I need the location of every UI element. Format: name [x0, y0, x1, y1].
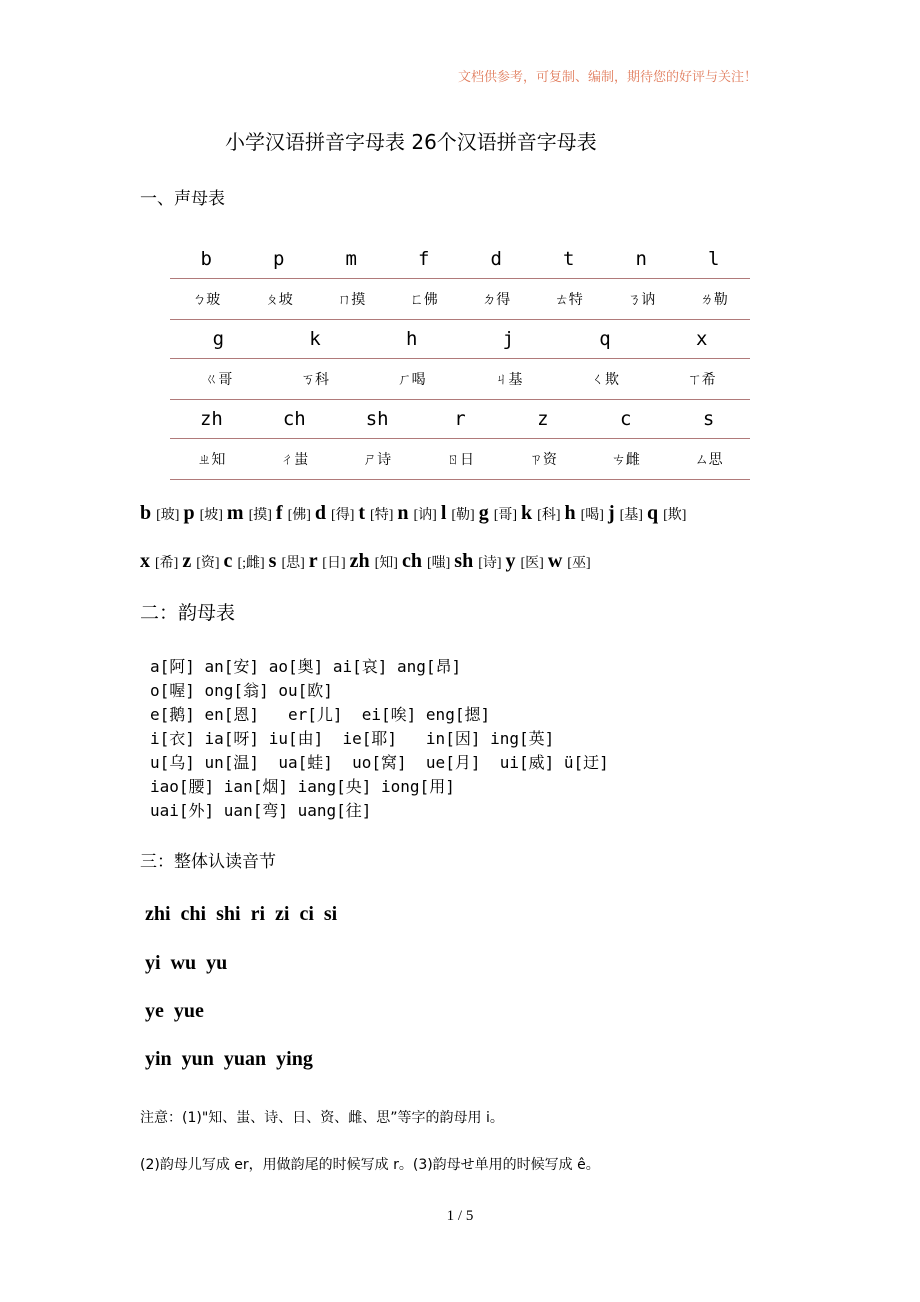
initial-zhuyin: ㄑ欺 [591, 372, 620, 388]
initial-letter: b [200, 248, 212, 270]
initial-inline-char: [希] [155, 556, 179, 571]
initial-zhuyin: ㄗ资 [528, 452, 557, 468]
initial-zhuyin: ㄊ特 [554, 292, 583, 308]
finals-line: o[喔] ong[翁] ou[欧] [150, 681, 333, 700]
initial-inline-item [268, 550, 305, 572]
initial-zhuyin: ㄆ坡 [264, 292, 293, 308]
finals-list [150, 655, 609, 823]
initial-inline-item [275, 502, 311, 524]
initial-inline-letter: b [140, 502, 157, 524]
initial-inline-letter: m [226, 502, 249, 524]
finals-line: i[衣] ia[呀] iu[由] ie[耶] in[因] ing[英] [150, 729, 555, 748]
initial-letter: d [490, 248, 502, 270]
initial-inline-item [401, 550, 451, 572]
initials-zhuyin-row [170, 438, 750, 480]
initial-inline-item [183, 502, 223, 524]
initial-inline-letter: h [564, 502, 581, 524]
finals-line: iao[腰] ian[烟] iang[央] iong[用] [150, 777, 455, 796]
initial-inline-char: [科] [537, 508, 561, 523]
note-line: (2)韵母儿写成 er，用做韵尾的时候写成 r。(3)韵母せ单用的时候写成 ê。 [140, 1157, 600, 1173]
initial-inline-char: [勒] [451, 508, 475, 523]
initials-inline-line-1 [140, 502, 690, 525]
initial-zhuyin: ㄘ雌 [611, 452, 640, 468]
initial-inline-item [140, 502, 180, 524]
initial-inline-item [521, 502, 561, 524]
initial-inline-char: [日] [322, 556, 346, 571]
initial-inline-item [478, 502, 518, 524]
initial-inline-item [140, 550, 179, 572]
initial-letter: h [405, 328, 418, 350]
section-heading-whole-syllables: 三：整体认读音节 [140, 852, 276, 872]
initial-inline-item [440, 502, 475, 524]
syllable-line: zhi chi shi ri zi ci si [145, 903, 338, 925]
initial-zhuyin: ㄌ勒 [699, 292, 728, 308]
initials-zhuyin-row [170, 278, 750, 320]
initial-zhuyin: ㄅ玻 [192, 292, 221, 308]
initial-inline-item [226, 502, 272, 524]
syllable-line: ye yue [145, 1000, 204, 1022]
initial-zhuyin: ㄙ思 [694, 452, 723, 468]
initial-inline-item [505, 550, 544, 572]
initial-inline-char: [巫] [567, 556, 591, 571]
syllable-line: yin yun yuan ying [145, 1048, 313, 1070]
initial-inline-letter: x [140, 550, 155, 572]
initials-latin-row [170, 240, 750, 278]
initial-inline-letter: sh [454, 550, 479, 572]
initial-inline-item [564, 502, 604, 524]
initial-inline-letter: d [314, 502, 332, 524]
initial-letter: n [635, 248, 647, 270]
note-line: 注意：(1)"知、蚩、诗、日、资、雌、思”等字的韵母用 i。 [140, 1110, 504, 1126]
initials-latin-row [170, 400, 750, 438]
section-heading-initials: 一、声母表 [140, 189, 225, 209]
initial-zhuyin: ㄎ科 [301, 372, 329, 388]
initial-letter: z [537, 408, 549, 430]
initial-zhuyin: ㄐ基 [494, 372, 523, 388]
initial-inline-item [607, 502, 643, 524]
initial-letter: k [309, 328, 321, 350]
initial-inline-item [358, 502, 394, 524]
section-heading-finals: 二：韵母表 [140, 602, 236, 624]
initial-inline-char: [欺] [663, 508, 687, 523]
initial-inline-letter: w [547, 550, 568, 572]
finals-line: u[乌] un[温] ua[蛙] uo[窝] ue[月] ui[威] ü[迂] [150, 753, 609, 772]
initial-zhuyin: ㄋ讷 [627, 292, 656, 308]
initial-inline-char: [基] [619, 508, 643, 523]
initial-inline-char: [知] [374, 556, 398, 571]
initial-zhuyin: ㄔ蚩 [280, 452, 309, 468]
initial-inline-letter: ch [401, 550, 427, 572]
initial-inline-char: [医] [520, 556, 544, 571]
initial-zhuyin: ㄒ希 [687, 372, 716, 388]
initial-inline-char: [佛] [287, 508, 311, 523]
initial-letter: x [695, 328, 708, 350]
initial-inline-letter: t [358, 502, 371, 524]
initial-letter: m [345, 248, 357, 270]
initials-latin-row [170, 320, 750, 358]
page-title: 小学汉语拼音字母表 26个汉语拼音字母表 [225, 130, 597, 154]
initial-zhuyin: ㄏ喝 [397, 372, 426, 388]
initial-zhuyin: ㄈ佛 [409, 292, 438, 308]
initial-inline-item [182, 550, 220, 572]
initial-inline-item [349, 550, 398, 572]
initial-inline-char: [讷] [413, 508, 437, 523]
finals-line: a[阿] an[安] ao[奥] ai[哀] ang[昂] [150, 657, 462, 676]
initial-letter: l [708, 248, 720, 270]
initial-inline-letter: c [223, 550, 238, 572]
initial-inline-letter: q [646, 502, 664, 524]
initial-inline-item [454, 550, 502, 572]
initial-letter: j [502, 328, 515, 350]
initial-zhuyin: ㄖ日 [446, 452, 474, 468]
initial-letter: f [418, 248, 430, 270]
initial-inline-letter: p [183, 502, 200, 524]
initial-inline-item [308, 550, 346, 572]
watermark: 文档供参考，可复制、编制，期待您的好评与关注！ [458, 70, 758, 85]
initial-inline-letter: k [521, 502, 538, 524]
initial-inline-letter: g [478, 502, 494, 524]
initial-inline-char: [;雌] [237, 556, 265, 571]
initial-letter: sh [365, 408, 389, 430]
initial-inline-item [646, 502, 687, 524]
initial-inline-letter: s [268, 550, 282, 572]
initial-letter: t [563, 248, 575, 270]
initial-inline-letter: z [182, 550, 197, 572]
initial-letter: g [212, 328, 225, 350]
initial-inline-char: [摸] [248, 508, 272, 523]
initial-inline-item [223, 550, 265, 572]
initial-inline-char: [嗤] [426, 556, 451, 571]
initial-zhuyin: ㄉ得 [482, 292, 511, 308]
initial-inline-letter: n [397, 502, 414, 524]
initial-inline-char: [特] [370, 508, 394, 523]
finals-line: e[鹅] en[恩] er[儿] ei[唉] eng[摁] [150, 705, 491, 724]
initial-letter: ch [282, 408, 306, 430]
initial-inline-char: [喝] [580, 508, 604, 523]
initial-inline-char: [得] [331, 508, 355, 523]
initial-zhuyin: ㄕ诗 [363, 452, 392, 468]
initial-letter: c [620, 408, 632, 430]
initial-inline-letter: f [275, 502, 288, 524]
syllable-line: yi wu yu [145, 952, 228, 974]
initial-letter: zh [199, 408, 223, 430]
initial-inline-char: [哥] [493, 508, 518, 523]
initial-letter: s [702, 408, 715, 430]
initials-table [170, 240, 750, 480]
initial-zhuyin: ㄍ哥 [204, 372, 233, 388]
page-number: 1 / 5 [446, 1208, 474, 1224]
initial-inline-letter: y [505, 550, 521, 572]
initials-inline-line-2 [140, 550, 595, 573]
initial-inline-item [397, 502, 437, 524]
initial-inline-char: [坡] [199, 508, 223, 523]
initial-inline-letter: r [308, 550, 323, 572]
initial-inline-item [547, 550, 591, 572]
initial-inline-item [314, 502, 355, 524]
initial-inline-letter: zh [349, 550, 375, 572]
initial-zhuyin: ㄓ知 [197, 452, 226, 468]
initial-inline-char: [思] [281, 556, 305, 571]
initials-zhuyin-row [170, 358, 750, 400]
initial-inline-char: [玻] [156, 508, 180, 523]
initial-inline-char: [诗] [478, 556, 502, 571]
initial-inline-letter: j [607, 502, 620, 524]
initial-inline-letter: l [440, 502, 452, 524]
initial-letter: r [454, 408, 466, 430]
initial-letter: p [273, 248, 285, 270]
initial-inline-char: [资] [196, 556, 220, 571]
initial-zhuyin: ㄇ摸 [337, 292, 366, 308]
initial-letter: q [599, 328, 611, 350]
finals-line: uai[外] uan[弯] uang[往] [150, 801, 372, 820]
